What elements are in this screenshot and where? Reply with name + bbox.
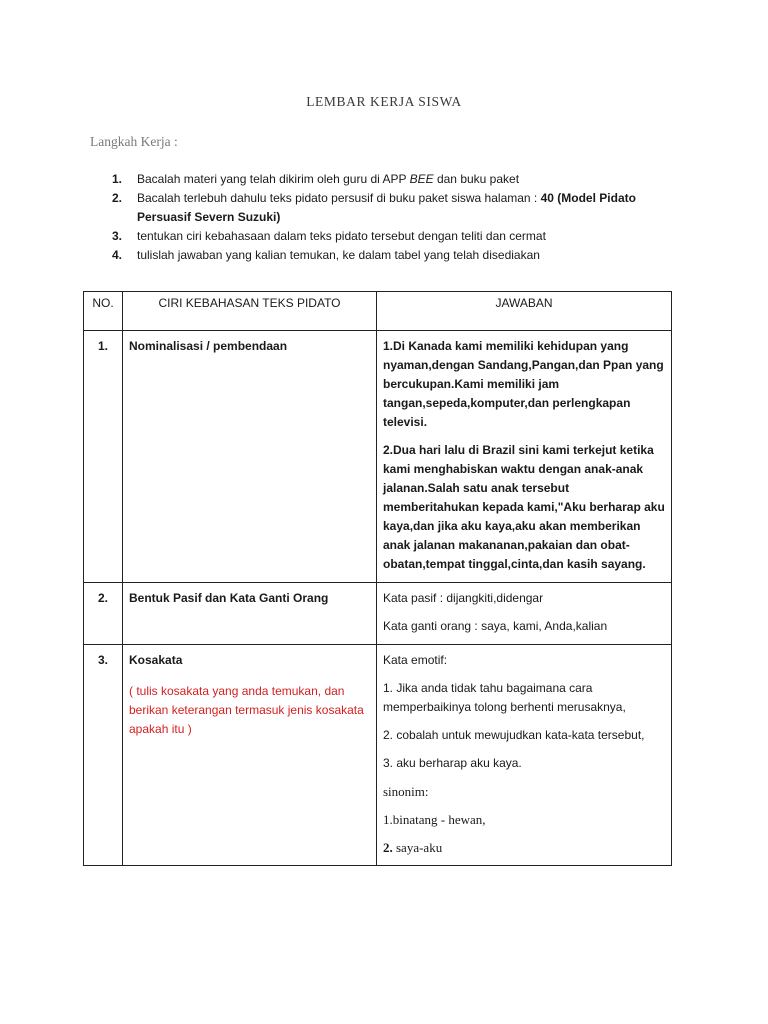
answer-paragraph: Kata ganti orang : saya, kami, Anda,kalian: [383, 619, 608, 633]
row-feature: Bentuk Pasif dan Kata Ganti Orang: [129, 591, 329, 605]
steps-label: Langkah Kerja :: [90, 134, 178, 149]
table-row: [84, 645, 672, 866]
row-answer: [377, 331, 671, 582]
list-item: [108, 170, 678, 189]
step-number: 3.: [112, 229, 123, 243]
step-number: 2.: [112, 191, 123, 205]
step-number: 1.: [112, 172, 123, 186]
table-header-row: [84, 292, 672, 331]
step-text: Bacalah terlebuh dahulu teks pidato persusif di buku paket siswa halaman :: [137, 191, 541, 205]
step-number: 4.: [112, 248, 123, 262]
answer-paragraph: 1. Jika anda tidak tahu bagaimana cara memperbaikinya tolong berhenti merusaknya,: [383, 681, 626, 714]
row-answer: [377, 645, 671, 865]
page-title: LEMBAR KERJA SISWA: [306, 94, 462, 109]
sinonim-text: saya-aku: [392, 840, 443, 855]
answer-paragraph: 1.Di Kanada kami memiliki kehidupan yang nyaman,dengan Sandang,Pangan,dan Ppan yang bercukupan.Kami memiliki jam tangan,sepeda,komputer,dan perlengkapan televisi.: [383, 339, 664, 429]
sinonim-number: 2.: [383, 840, 393, 855]
sinonim-item: [383, 838, 665, 857]
row-number: 1.: [97, 339, 108, 353]
row-feature: Nominalisasi / pembendaan: [129, 339, 288, 353]
row-answer: [377, 583, 671, 644]
row-feature: Kosakata: [129, 653, 183, 667]
answer-paragraph: Kata pasif : dijangkiti,didengar: [383, 591, 544, 605]
answer-paragraph: 2.Dua hari lalu di Brazil sini kami terkejut ketika kami menghabiskan waktu dengan anak-anak jalanan.Salah satu anak tersebut memberitahukan kepada kami,"Aku berharap aku kaya,dan jika aku kaya,aku akan memberikan anak jalanan makananan,pakaian dan obat-obatan,tempat tinggal,cinta,dan kasih sayang.: [383, 443, 665, 571]
list-item: [108, 189, 678, 227]
step-text: dan buku paket: [433, 172, 520, 186]
table-row: [84, 583, 672, 645]
header-no: NO.: [84, 292, 123, 331]
answer-paragraph: 3. aku berharap aku kaya.: [383, 756, 522, 770]
answer-table: [83, 291, 672, 866]
instruction-note: ( tulis kosakata yang anda temukan, dan berikan keterangan termasuk jenis kosakata apakah itu ): [129, 684, 364, 736]
sinonim-label: sinonim:: [383, 784, 429, 799]
step-text: Bacalah materi yang telah dikirim oleh guru di APP: [137, 172, 410, 186]
row-number: 3.: [97, 653, 108, 667]
list-item: [108, 246, 678, 265]
header-ciri: CIRI KEBAHASAN TEKS PIDATO: [123, 292, 377, 331]
step-text: tentukan ciri kebahasaan dalam teks pidato tersebut dengan teliti dan cermat: [137, 229, 546, 243]
sinonim-item: 1.binatang - hewan,: [383, 812, 486, 827]
step-app-name: BEE: [409, 172, 434, 186]
answer-heading: Kata emotif:: [383, 653, 448, 667]
steps-list: [108, 170, 678, 265]
step-text: tulislah jawaban yang kalian temukan, ke dalam tabel yang telah disediakan: [137, 248, 540, 262]
header-jawaban: JAWABAN: [377, 292, 672, 331]
step-text-bold: 40 (Model Pidato Persuasif Severn Suzuki): [137, 191, 636, 224]
row-feature-cell: [123, 645, 376, 747]
answer-paragraph: 2. cobalah untuk mewujudkan kata-kata tersebut,: [383, 728, 645, 742]
list-item: [108, 227, 678, 246]
table-row: [84, 331, 672, 583]
row-number: 2.: [97, 591, 108, 605]
